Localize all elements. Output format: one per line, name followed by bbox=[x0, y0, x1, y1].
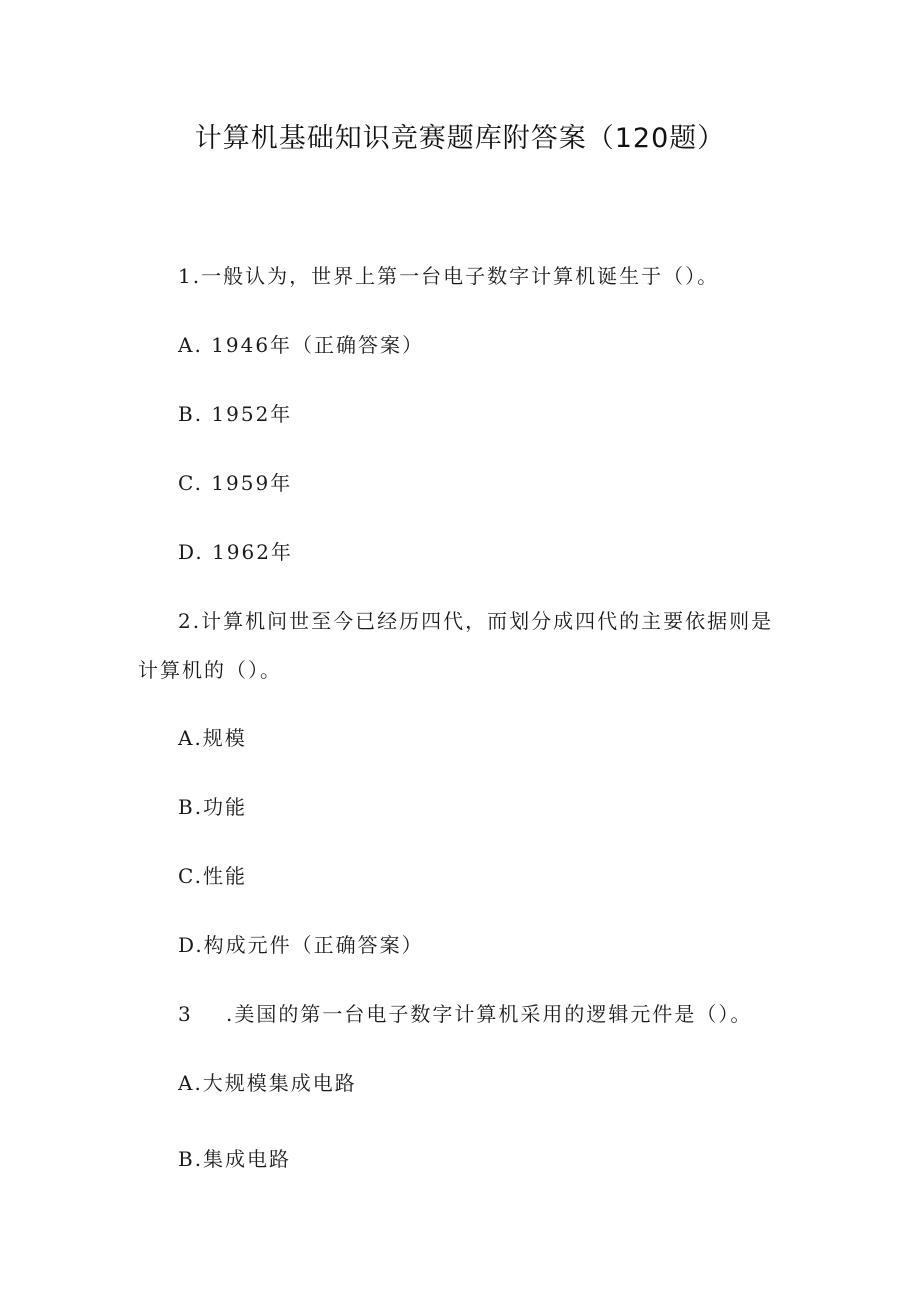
question-2-option-a: A.规模 bbox=[178, 726, 247, 750]
question-text: .一般认为，世界上第一台电子数字计算机诞生于（）。 bbox=[192, 264, 720, 288]
document-title: 计算机基础知识竞赛题库附答案（120题） bbox=[194, 123, 726, 154]
question-1-option-b: B. 1952年 bbox=[178, 402, 293, 426]
question-1-option-a: A. 1946年（正确答案） bbox=[178, 333, 425, 357]
question-text: .计算机问世至今已经历四代，而划分成四代的主要依据则是 bbox=[192, 609, 774, 633]
question-2-option-b: B.功能 bbox=[178, 795, 248, 819]
question-number: 3 bbox=[178, 1002, 193, 1026]
question-2-option-d: D.构成元件（正确答案） bbox=[178, 933, 424, 957]
question-text: .美国的第一台电子数字计算机采用的逻辑元件是（）。 bbox=[226, 1002, 753, 1026]
question-3-stem bbox=[178, 998, 752, 1027]
question-number: 2 bbox=[178, 609, 193, 633]
question-1-stem bbox=[178, 260, 719, 289]
question-3-option-b: B.集成电路 bbox=[178, 1147, 292, 1171]
question-2-option-c: C.性能 bbox=[178, 864, 247, 888]
question-1-option-d: D. 1962年 bbox=[178, 540, 293, 564]
question-2-stem-line1 bbox=[178, 605, 773, 634]
question-number: 1 bbox=[178, 264, 193, 288]
question-2-stem-line2: 计算机的（）。 bbox=[138, 658, 282, 682]
question-3-option-a: A.大规模集成电路 bbox=[178, 1071, 357, 1095]
question-1-option-c: C. 1959年 bbox=[178, 471, 293, 495]
